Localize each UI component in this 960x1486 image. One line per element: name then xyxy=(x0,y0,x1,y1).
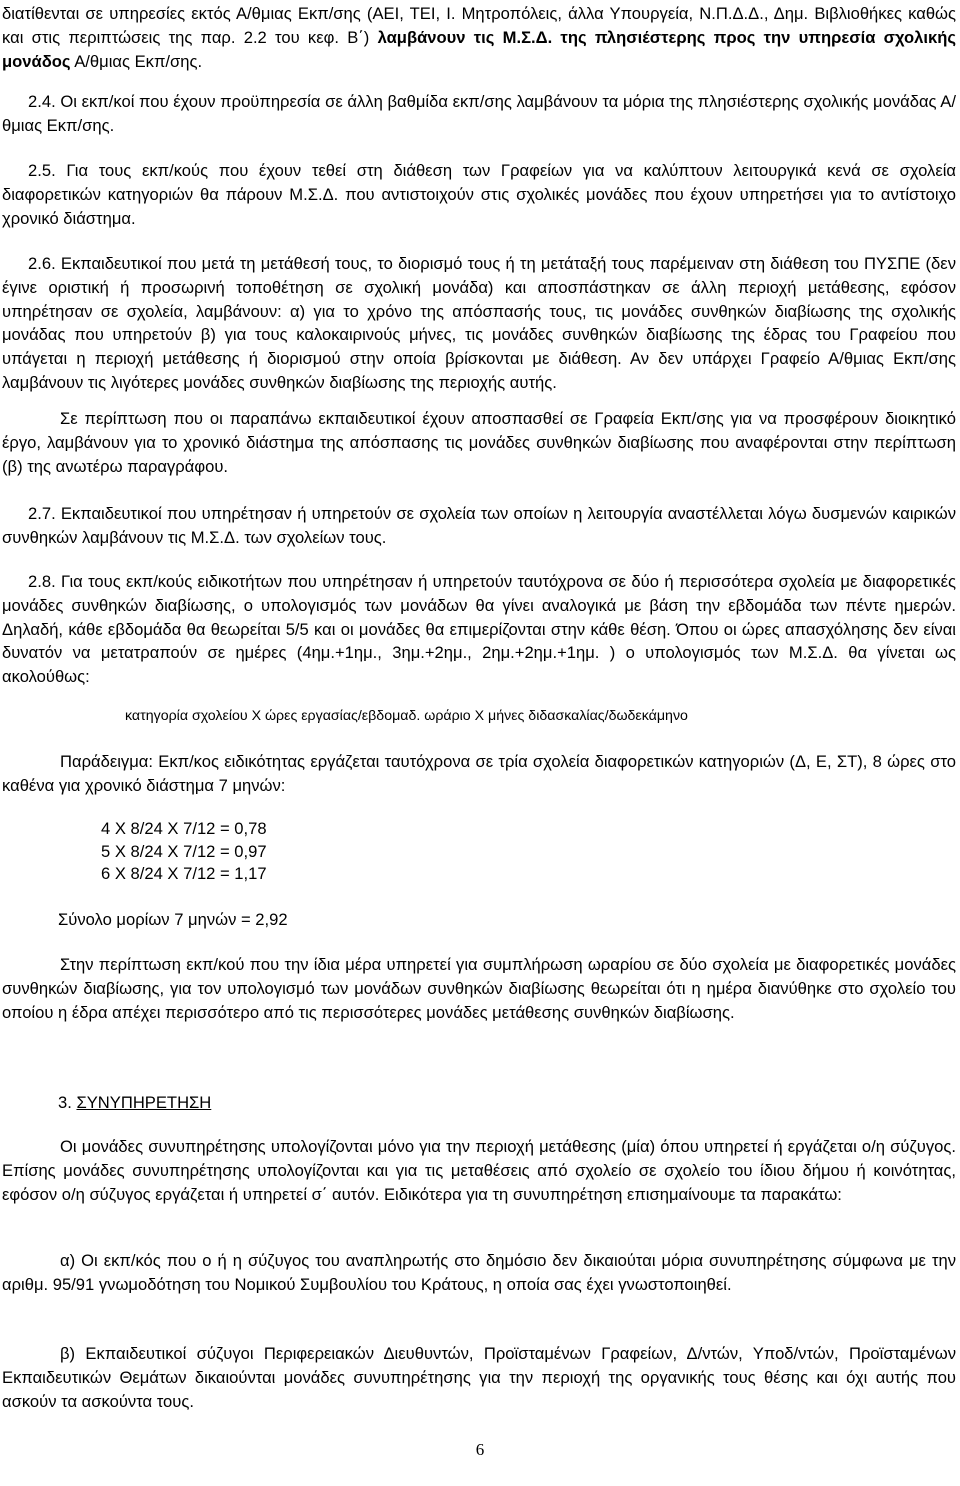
intro-text: διατίθενται σε υπηρεσίες εκτός Α/θμιας Εκπ/σης (ΑΕΙ, ΤΕΙ, Ι. Μητροπόλεις, άλλα Υπουργεία, Ν.Π.Δ.Δ., Δημ. Βιβλιοθήκες καθώς και στις περιπτώσεις της παρ. 2.2 του κεφ. Β΄) xyxy=(2,4,956,47)
calc-line-2: 5 Χ 8/24 Χ 7/12 = 0,97 xyxy=(101,842,267,861)
paragraph-intro xyxy=(2,2,956,73)
section-3-heading xyxy=(58,1091,211,1115)
paragraph-2-7: 2.7. Εκπαιδευτικοί που υπηρέτησαν ή υπηρετούν σε σχολεία των οποίων η λειτουργία αναστέλλεται λόγω δυσμενών καιρικών συνθηκών λαμβάνουν τις Μ.Σ.Δ. των σχολείων τους. xyxy=(2,504,956,547)
paragraph-2-5: 2.5. Για τους εκπ/κούς που έχουν τεθεί στη διάθεση των Γραφείων για να καλύπτουν λειτουργικά κενά σε σχολεία διαφορετικών κατηγοριών θα πάρουν Μ.Σ.Δ. που αντιστοιχούν στις σχολικές μονάδες που έχουν υπηρετήσει για το αντίστοιχο χρονικό διάστημα. xyxy=(2,161,956,228)
paragraph-2-6-continued: Σε περίπτωση που οι παραπάνω εκπαιδευτικοί έχουν αποσπασθεί σε Γραφεία Εκπ/σης για να προσφέρουν διοικητικό έργο, λαμβάνουν για το χρονικό διάστημα της απόσπασης τις μονάδες συνθηκών διαβίωσης που αναφέρονται στην περίπτωση (β) της ανωτέρω παραγράφου. xyxy=(2,409,956,476)
page-number: 6 xyxy=(475,1440,485,1459)
paragraph-3-a: α) Οι εκπ/κός που ο ή η σύζυγος του αναπληρωτής στο δημόσιο δεν δικαιούται μόρια συνυπηρέτησης σύμφωνα με την αριθμ. 95/91 γνωμοδότηση του Νομικού Συμβουλίου του Κράτους, η οποία σας έχει γνωστοποιηθεί. xyxy=(2,1251,956,1294)
intro-text-end: Α/θμιας Εκπ/σης. xyxy=(70,51,203,71)
section-3-title: ΣΥΝΥΠΗΡΕΤΗΣΗ xyxy=(76,1093,212,1112)
intro-bold-text: λαμβάνουν τις Μ.Σ.Δ. της πλησιέστερης προς την υπηρεσία σχολικής μονάδος xyxy=(2,27,956,71)
section-3-number: 3. xyxy=(58,1093,77,1112)
paragraph-3-b: β) Εκπαιδευτικοί σύζυγοι Περιφερειακών Διευθυντών, Προϊσταμένων Γραφείων, Δ/ντών, Υποδ/ντών, Προϊσταμένων Εκπαιδευτικών Θεμάτων δικαιούνται μονάδες συνυπηρέτησης για την περιοχή της οργανικής τους θέσης και όχι αυτής που ασκούν τα ασκούντα τους. xyxy=(2,1344,956,1411)
paragraph-2-8: 2.8. Για τους εκπ/κούς ειδικοτήτων που υπηρέτησαν ή υπηρετούν ταυτόχρονα σε δύο ή περισσότερα σχολεία με διαφορετικές μονάδες συνθηκών διαβίωσης, ο υπολογισμός των μονάδων θα γίνει αναλογικά με βάση την εβδομάδα των πέντε ημερών. Δηλαδή, κάθε εβδομάδα θα θεωρείται 5/5 και οι μονάδες θα επιμερίζονται στην κάθε θέση. Όπου οι ώρες απασχόλησης δεν είναι δυνατόν να μετατραπούν σε ημέρες (4ημ.+1ημ., 3ημ.+2ημ., 2ημ.+2ημ.+1ημ. ) ο υπολογισμός των Μ.Σ.Δ. θα γίνεται ως ακολούθως: xyxy=(2,572,956,687)
paragraph-2-6: 2.6. Εκπαιδευτικοί που μετά τη μετάθεσή τους, το διορισμό τους ή τη μετάταξή τους παρέμειναν στη διάθεση του ΠΥΣΠΕ (δεν έγινε οριστική ή προσωρινή τοποθέτηση σε σχολική μονάδα) και αποσπάστηκαν σε άλλη περιοχή μετάθεσης, εφόσον υπηρέτησαν σε σχολεία, λαμβάνουν: α) για το χρόνο της απόσπασής τους, τις μονάδες συνθηκών διαβίωσης της σχολικής μονάδας που υπηρετούν β) για τους καλοκαιρινούς μήνες, τις μονάδες συνθηκών διαβίωσης της έδρας του Γραφείου που υπάγεται η περιοχή μετάθεσης ή διορισμού στην οποία βρίσκονται με διάθεση. Αν δεν υπάρχει Γραφείο Α/θμιας Εκπ/σης λαμβάνουν τις λιγότερες μονάδες συνθηκών διαβίωσης της περιοχής αυτής. xyxy=(2,254,956,392)
calc-line-1: 4 Χ 8/24 Χ 7/12 = 0,78 xyxy=(101,819,267,838)
paragraph-same-day: Στην περίπτωση εκπ/κού που την ίδια μέρα υπηρετεί για συμπλήρωση ωραρίου σε δύο σχολεία με διαφορετικές μονάδες συνθηκών διαβίωσης, για τον υπολογισμό των μονάδων συνθηκών διαβίωσης θεωρείται ότι η ημέρα διανύθηκε στο σχολείο του οποίου η έδρα απέχει περισσότερο από τις περισσότερες μονάδες μετάθεσης συνθηκών διαβίωσης. xyxy=(2,955,956,1022)
formula-line: κατηγορία σχολείου Χ ώρες εργασίας/εβδομαδ. ωράριο Χ μήνες διδασκαλίας/δωδεκάμηνο xyxy=(125,708,688,724)
example-paragraph: Παράδειγμα: Εκπ/κος ειδικότητας εργάζεται ταυτόχρονα σε τρία σχολεία διαφορετικών κατηγοριών (Δ, Ε, ΣΤ), 8 ώρες στο καθένα για χρονικό διάστημα 7 μηνών: xyxy=(2,752,956,795)
paragraph-2-4: 2.4. Οι εκπ/κοί που έχουν προϋπηρεσία σε άλλη βαθμίδα εκπ/σης λαμβάνουν τα μόρια της πλησιέστερης σχολικής μονάδας Α/θμιας Εκπ/σης. xyxy=(2,92,956,135)
paragraph-3-intro: Οι μονάδες συνυπηρέτησης υπολογίζονται μόνο για την περιοχή μετάθεσης (μία) όπου υπηρετεί ή εργάζεται ο/η σύζυγος. Επίσης μονάδες συνυπηρέτησης υπολογίζονται και για τις μεταθέσεις από σχολείο σε σχολείο του ίδιου δήμου ή κοινότητας, εφόσον ο/η σύζυγος εργάζεται ή υπηρετεί σ΄ αυτόν. Ειδικότερα για τη συνυπηρέτηση επισημαίνουμε τα παρακάτω: xyxy=(2,1137,956,1204)
calc-line-3: 6 Χ 8/24 Χ 7/12 = 1,17 xyxy=(101,864,267,883)
total-line: Σύνολο μορίων 7 μηνών = 2,92 xyxy=(58,910,288,929)
